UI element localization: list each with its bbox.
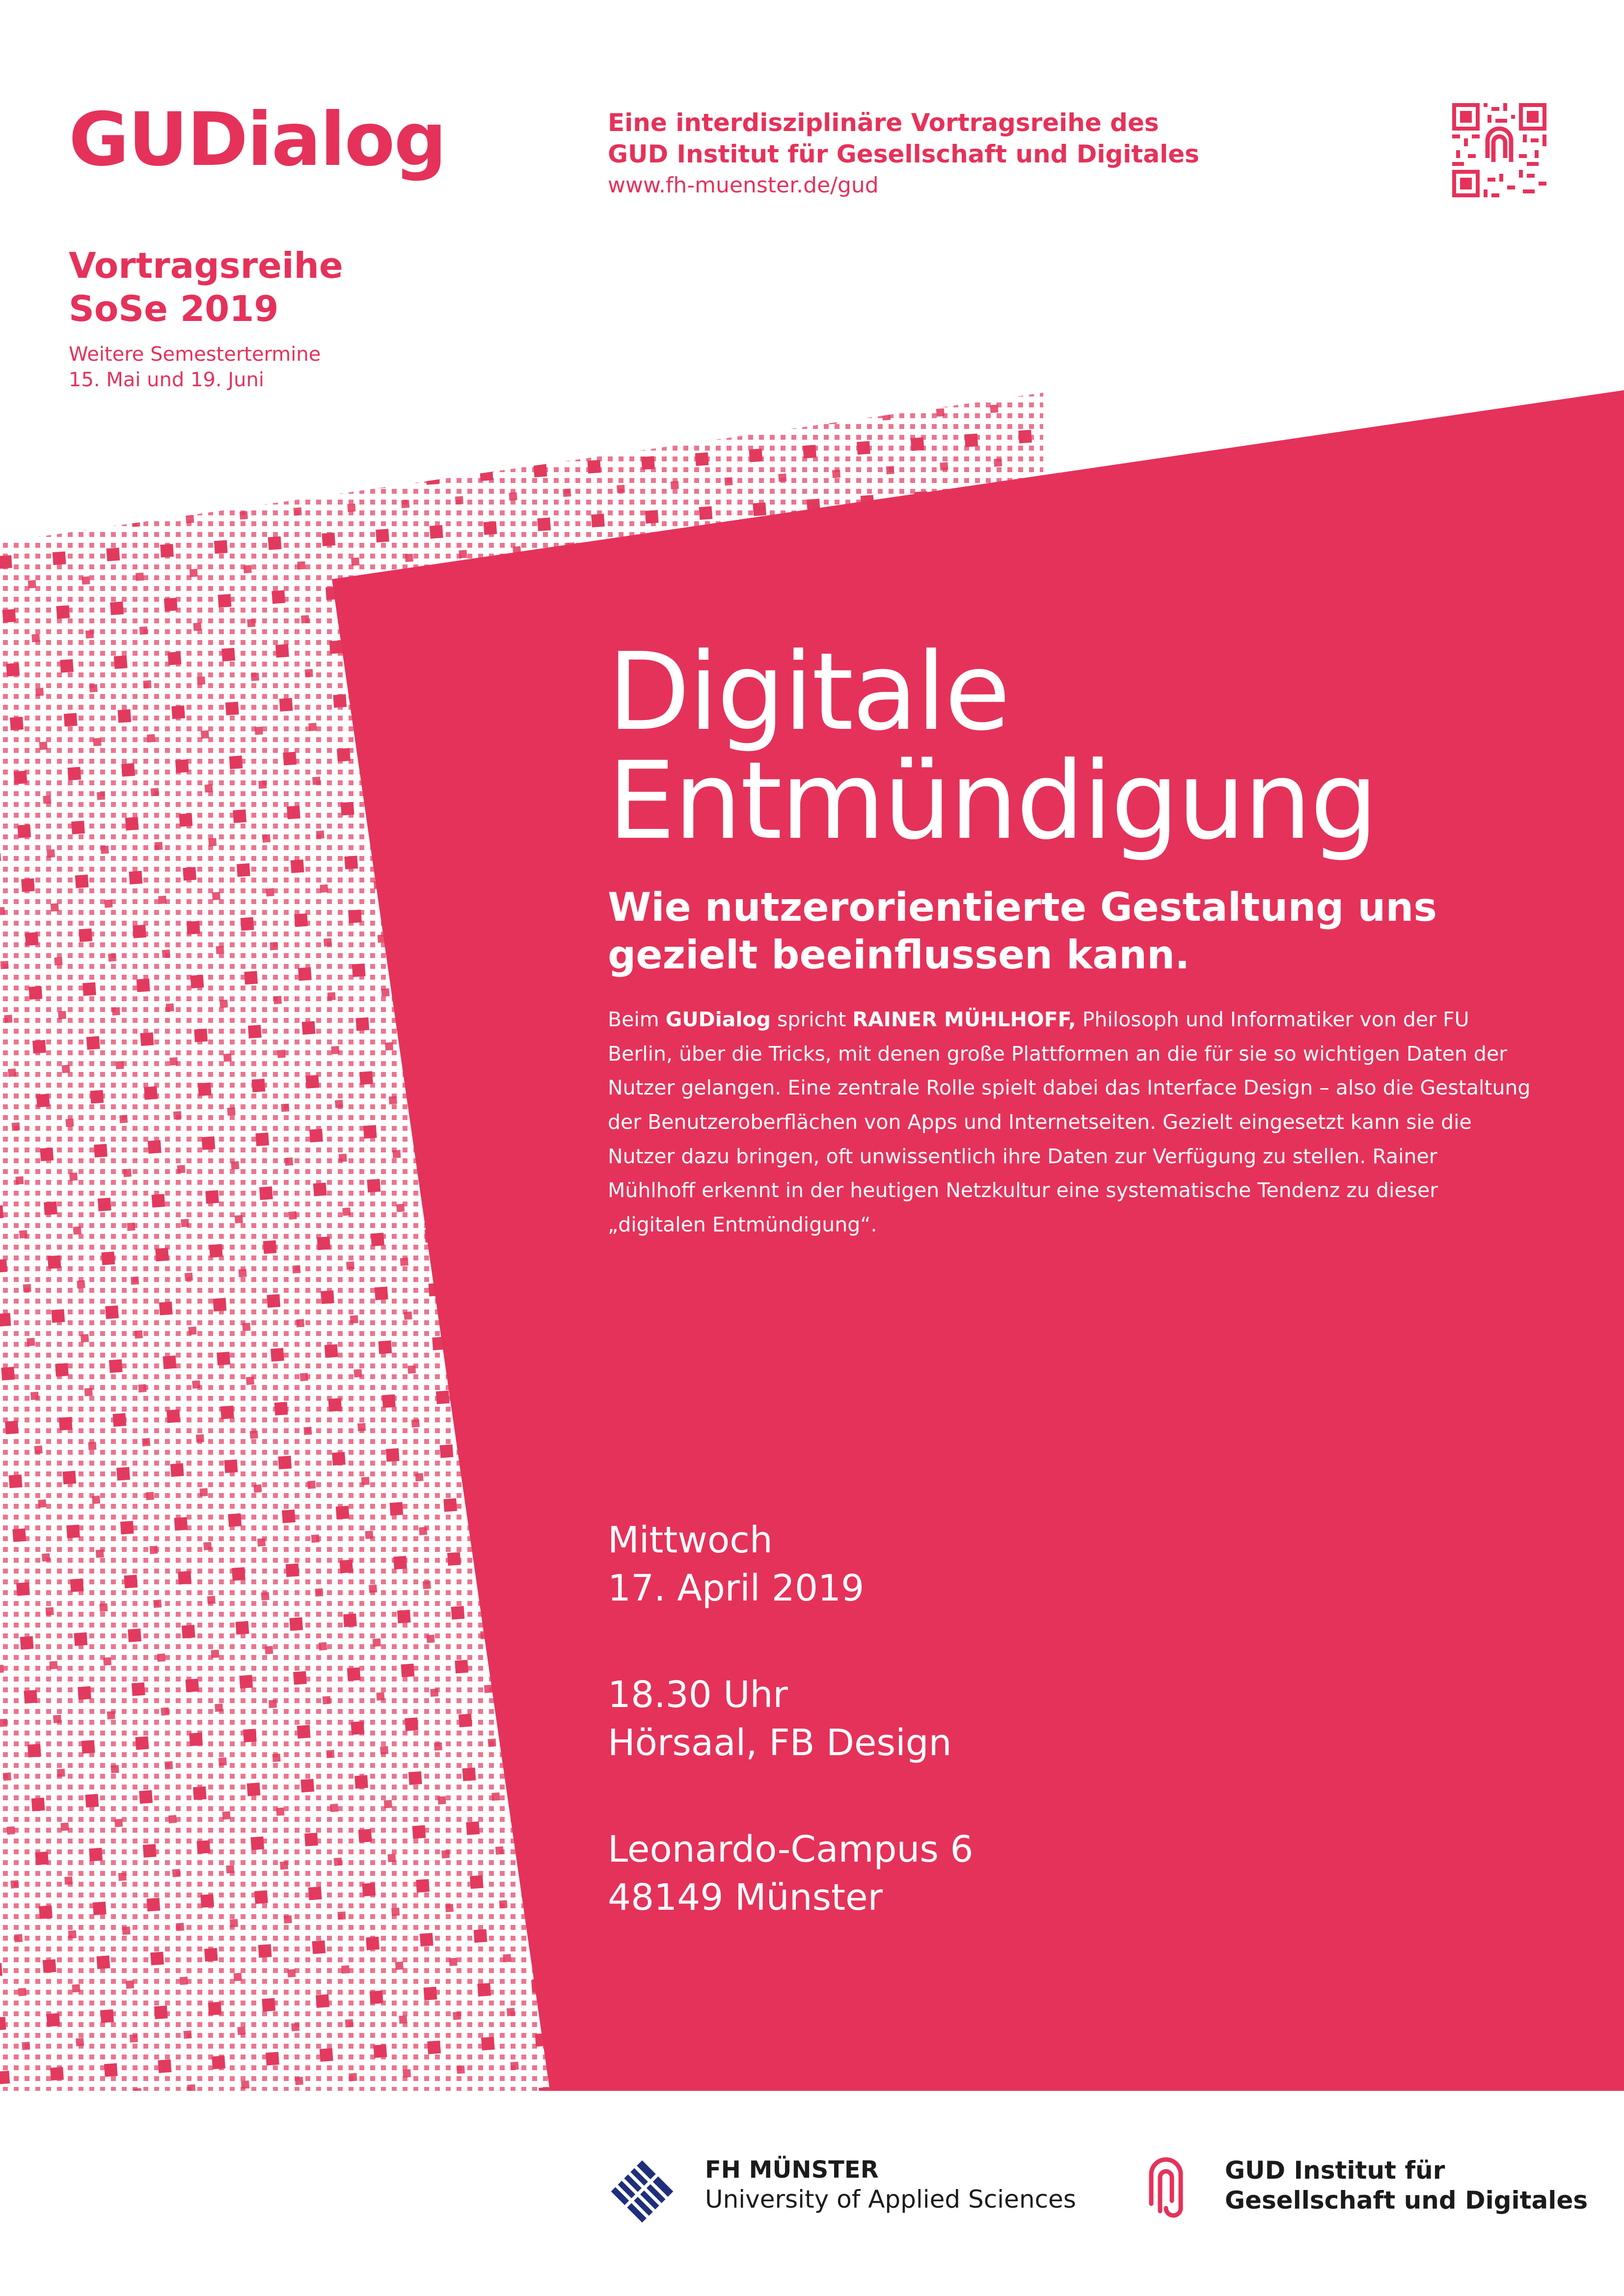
event-street: Leonardo-Campus 6 (608, 1828, 974, 1870)
gud-line-1: GUD Institut für (1225, 2156, 1445, 2185)
event-date: 17. April 2019 (608, 1567, 865, 1609)
description-prefix: Beim (608, 1007, 666, 1031)
event-subtitle: Wie nutzerorientierte Gestaltung uns gezielt beeinflussen kann. (608, 884, 1437, 978)
event-title (608, 630, 1585, 864)
series-info (69, 244, 343, 393)
further-dates: 15. Mai und 19. Juni (69, 369, 264, 392)
event-date-block (608, 1517, 864, 1612)
event-title-line-1: Digitale (608, 630, 1009, 754)
event-description (608, 1003, 1531, 1242)
event-address-block (608, 1826, 974, 1922)
description-mid: spricht (771, 1007, 853, 1031)
fh-name: FH MÜNSTER (705, 2156, 879, 2184)
qr-code-icon[interactable] (1452, 103, 1546, 197)
event-room: Hörsaal, FB Design (608, 1721, 952, 1764)
gud-line-2: Gesellschaft und Digitales (1225, 2186, 1588, 2215)
speaker-name: RAINER MÜHLHOFF, (852, 1007, 1076, 1031)
event-time-block (608, 1671, 952, 1767)
further-dates-label: Weitere Semestertermine (69, 343, 321, 366)
website-link[interactable]: www.fh-muenster.de/gud (608, 173, 879, 198)
brand-wordmark: GUDialog (69, 97, 446, 183)
event-day: Mittwoch (608, 1519, 773, 1561)
description-rest: Philosoph und Informatiker von der FU Berlin, über die Tricks, mit denen große Plattformen an die für sie so wichtigen Daten der Nutzer gelangen. Eine zentrale Rolle spielt dabei das Interface Design – also die Gestaltung der Benutzeroberflächen von Apps und Internetseiten. Gezielt eingesetzt kann sie die Nutzer dazu bringen, oft unwissentlich ihre Daten zur Verfügung zu stellen. Rainer Mühlhoff erkennt in der heutigen Netzkultur eine systematische Tendenz zu dieser „digitalen Entmündigung“. (608, 1007, 1531, 1237)
series-title: Vortragsreihe (69, 245, 343, 286)
event-time: 18.30 Uhr (608, 1674, 788, 1716)
gud-institute-logo-icon (1144, 2152, 1188, 2226)
intro-line-2: GUD Institut für Gesellschaft und Digitales (608, 140, 1199, 168)
event-panel (608, 630, 1585, 1242)
description-brand: GUDialog (665, 1007, 771, 1031)
series-intro (608, 107, 1344, 199)
fh-description: University of Applied Sciences (705, 2185, 1076, 2214)
intro-line-1: Eine interdisziplinäre Vortragsreihe des (608, 108, 1159, 137)
gud-institute-label (1225, 2156, 1588, 2216)
series-semester: SoSe 2019 (69, 288, 279, 329)
event-title-line-2: Entmündigung (608, 739, 1377, 864)
fh-muenster-logo-icon (608, 2157, 677, 2226)
event-city: 48149 Münster (608, 1876, 883, 1919)
fh-muenster-label (705, 2156, 1076, 2215)
